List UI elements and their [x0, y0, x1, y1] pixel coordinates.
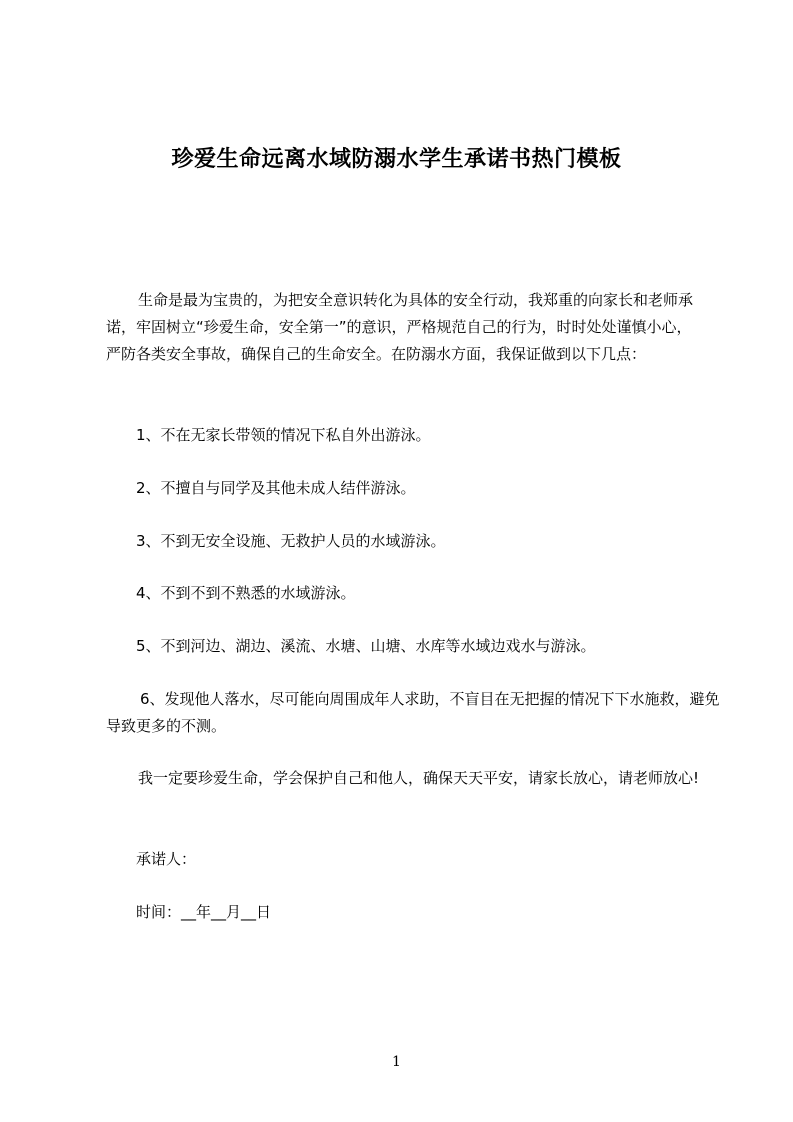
signer-label: 承诺人： [136, 850, 197, 868]
date-label: 时间：__年__月__日 [136, 903, 272, 921]
pledge-item-5: 5、不到河边、湖边、溪流、水塘、山塘、水库等水域边戏水与游泳。 [136, 637, 596, 655]
pledge-item-6: 6、发现他人落水，尽可能向周围成年人求助，不盲目在无把握的情况下下水施救，避免导致更多的不测。 [106, 690, 720, 735]
pledge-item-4: 4、不到不到不熟悉的水域游泳。 [136, 584, 356, 602]
pledge-item-2: 2、不擅自与同学及其他未成人结伴游泳。 [136, 479, 416, 497]
document-title: 珍爱生命远离水域防溺水学生承诺书热门模板 [171, 147, 622, 172]
pledge-statement: 我一定要珍爱生命，学会保护自己和他人，确保天天平安，请家长放心，请老师放心! [138, 769, 700, 787]
pledge-item-1: 1、不在无家长带领的情况下私自外出游泳。 [136, 426, 431, 444]
pledge-item-3: 3、不到无安全设施、无救护人员的水域游泳。 [136, 532, 446, 550]
intro-paragraph: 生命是最为宝贵的，为把安全意识转化为具体的安全行动，我郑重的向家长和老师承诺，牢固树立“珍爱生命，安全第一”的意识，严格规范自己的行为，时时处处谨慎小心，严防各类安全事故，确保自己的生命安全。在防溺水方面，我保证做到以下几点： [106, 291, 694, 363]
page-number: 1 [392, 1054, 401, 1070]
